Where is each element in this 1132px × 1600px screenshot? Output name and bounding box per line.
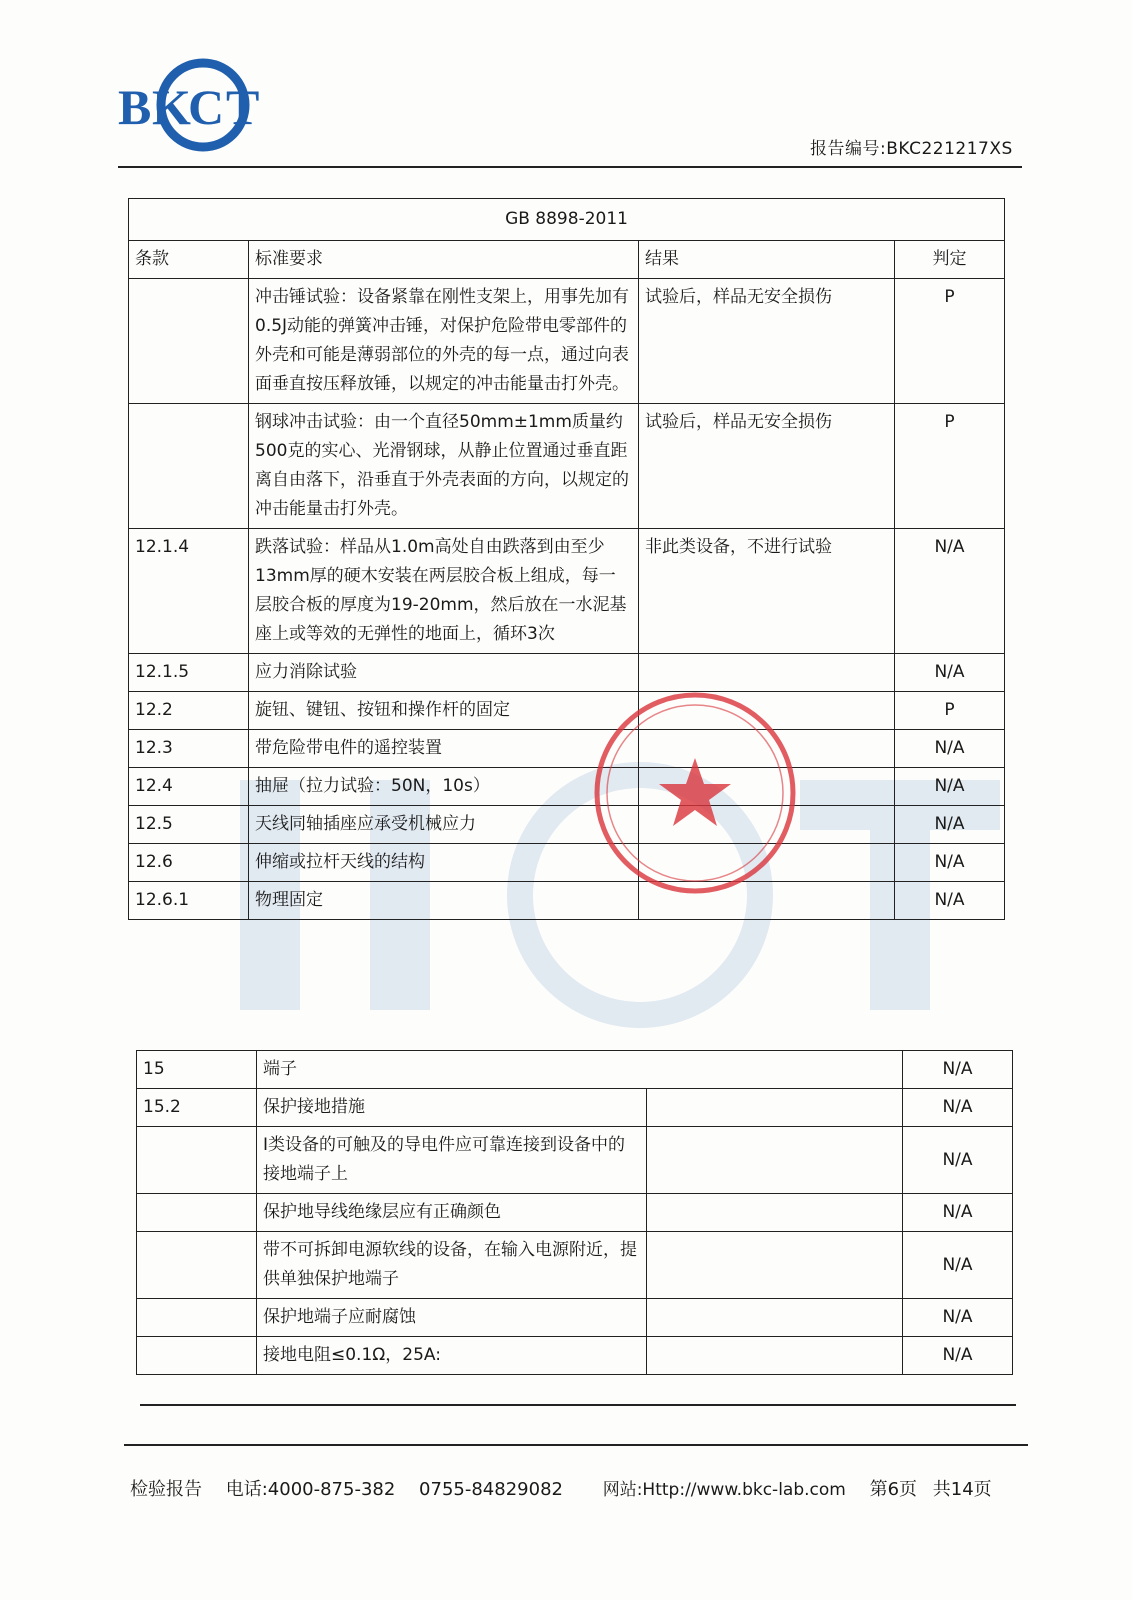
- result-cell: [647, 1089, 903, 1127]
- verdict-cell: N/A: [895, 730, 1005, 768]
- verdict-cell: N/A: [895, 882, 1005, 920]
- header-result: 结果: [639, 241, 895, 279]
- verdict-cell: N/A: [903, 1127, 1013, 1194]
- table-row: [129, 692, 1005, 730]
- svg-text:B: B: [118, 79, 152, 135]
- table-row: [129, 404, 1005, 529]
- requirement-cell: I类设备的可触及的导电件应可靠连接到设备中的接地端子上: [257, 1127, 647, 1194]
- test-table-terminals: [136, 1050, 1013, 1375]
- clause-cell: [137, 1127, 257, 1194]
- table-row: [129, 768, 1005, 806]
- requirement-cell: 保护接地措施: [257, 1089, 647, 1127]
- table-row: [129, 529, 1005, 654]
- clause-cell: [137, 1337, 257, 1375]
- svg-text:T: T: [226, 79, 260, 135]
- footer-website[interactable]: 网站:Http://www.bkc-lab.com: [602, 1480, 846, 1500]
- requirement-cell: 接地电阻≤0.1Ω，25A:: [257, 1337, 647, 1375]
- requirement-cell: 带不可拆卸电源软线的设备，在输入电源附近，提供单独保护地端子: [257, 1232, 647, 1299]
- result-cell: [639, 654, 895, 692]
- footer-phone: 电话:4000-875-382: [225, 1479, 396, 1500]
- table-row: [137, 1089, 1013, 1127]
- result-cell: 试验后，样品无安全损伤: [639, 279, 895, 404]
- table-row: [137, 1337, 1013, 1375]
- requirement-cell: 天线同轴插座应承受机械应力: [249, 806, 639, 844]
- result-cell: 试验后，样品无安全损伤: [639, 404, 895, 529]
- verdict-cell: N/A: [903, 1232, 1013, 1299]
- header-requirement: 标准要求: [249, 241, 639, 279]
- table-row: [129, 279, 1005, 404]
- verdict-cell: N/A: [895, 844, 1005, 882]
- result-cell: [647, 1299, 903, 1337]
- clause-cell: 12.3: [129, 730, 249, 768]
- clause-cell: [129, 279, 249, 404]
- result-cell: [647, 1232, 903, 1299]
- header-rule: [118, 166, 1022, 168]
- table-row: [137, 1299, 1013, 1337]
- verdict-cell: P: [895, 692, 1005, 730]
- clause-cell: 15: [137, 1051, 257, 1089]
- table-row: [129, 844, 1005, 882]
- verdict-cell: N/A: [895, 529, 1005, 654]
- company-seal: [590, 688, 800, 898]
- requirement-cell: 钢球冲击试验：由一个直径50mm±1mm质量约500克的实心、光滑钢球，从静止位置通过垂直距离自由落下，沿垂直于外壳表面的方向，以规定的冲击能量击打外壳。: [249, 404, 639, 529]
- footer-rule-top: [140, 1404, 1016, 1406]
- verdict-cell: N/A: [895, 654, 1005, 692]
- clause-cell: [137, 1194, 257, 1232]
- svg-text:K: K: [152, 79, 191, 135]
- footer-page: 第6页: [869, 1479, 918, 1500]
- verdict-cell: N/A: [895, 768, 1005, 806]
- table-row: [129, 730, 1005, 768]
- result-cell: [647, 1337, 903, 1375]
- clause-cell: 12.5: [129, 806, 249, 844]
- requirement-cell: 物理固定: [249, 882, 639, 920]
- requirement-cell: 端子: [257, 1051, 903, 1089]
- standard-title: GB 8898-2011: [129, 199, 1005, 241]
- requirement-cell: 带危险带电件的遥控装置: [249, 730, 639, 768]
- table-row: [129, 654, 1005, 692]
- footer-phone2: 0755-84829082: [419, 1479, 563, 1500]
- requirement-cell: 抽屉（拉力试验：50N，10s）: [249, 768, 639, 806]
- requirement-cell: 跌落试验：样品从1.0m高处自由跌落到由至少13mm厚的硬木安装在两层胶合板上组成，每一层胶合板的厚度为19-20mm，然后放在一水泥基座上或等效的无弹性的地面上，循环3次: [249, 529, 639, 654]
- verdict-cell: P: [895, 279, 1005, 404]
- result-cell: [647, 1194, 903, 1232]
- verdict-cell: N/A: [903, 1051, 1013, 1089]
- result-cell: [647, 1127, 903, 1194]
- table-row: [137, 1127, 1013, 1194]
- table-row: [129, 806, 1005, 844]
- report-number: 报告编号:BKC221217XS: [810, 139, 1013, 159]
- table-header-row: [129, 241, 1005, 279]
- table-row: [129, 882, 1005, 920]
- clause-cell: 12.6.1: [129, 882, 249, 920]
- clause-cell: [137, 1299, 257, 1337]
- header-verdict: 判定: [895, 241, 1005, 279]
- requirement-cell: 旋钮、键钮、按钮和操作杆的固定: [249, 692, 639, 730]
- verdict-cell: N/A: [895, 806, 1005, 844]
- table-row: [137, 1232, 1013, 1299]
- verdict-cell: N/A: [903, 1299, 1013, 1337]
- clause-cell: [129, 404, 249, 529]
- table-row: [137, 1194, 1013, 1232]
- verdict-cell: N/A: [903, 1194, 1013, 1232]
- clause-cell: 12.4: [129, 768, 249, 806]
- requirement-cell: 伸缩或拉杆天线的结构: [249, 844, 639, 882]
- requirement-cell: 保护地端子应耐腐蚀: [257, 1299, 647, 1337]
- clause-cell: 12.2: [129, 692, 249, 730]
- table-row: [137, 1051, 1013, 1089]
- clause-cell: 12.1.5: [129, 654, 249, 692]
- test-table-main: [128, 198, 1005, 920]
- clause-cell: [137, 1232, 257, 1299]
- page-footer: [130, 1475, 1010, 1501]
- footer-rule: [124, 1444, 1028, 1446]
- verdict-cell: P: [895, 404, 1005, 529]
- clause-cell: 12.6: [129, 844, 249, 882]
- requirement-cell: 保护地导线绝缘层应有正确颜色: [257, 1194, 647, 1232]
- requirement-cell: 应力消除试验: [249, 654, 639, 692]
- clause-cell: 15.2: [137, 1089, 257, 1127]
- footer-label: 检验报告: [130, 1479, 202, 1500]
- result-cell: 非此类设备，不进行试验: [639, 529, 895, 654]
- footer-total: 共14页: [932, 1479, 992, 1500]
- bkct-logo: [118, 58, 278, 158]
- verdict-cell: N/A: [903, 1089, 1013, 1127]
- clause-cell: 12.1.4: [129, 529, 249, 654]
- verdict-cell: N/A: [903, 1337, 1013, 1375]
- requirement-cell: 冲击锤试验：设备紧靠在刚性支架上，用事先加有0.5J动能的弹簧冲击锤，对保护危险带电零部件的外壳和可能是薄弱部位的外壳的每一点，通过向表面垂直按压释放锤，以规定的冲击能量击打外壳。: [249, 279, 639, 404]
- header-clause: 条款: [129, 241, 249, 279]
- svg-text:C: C: [188, 79, 225, 135]
